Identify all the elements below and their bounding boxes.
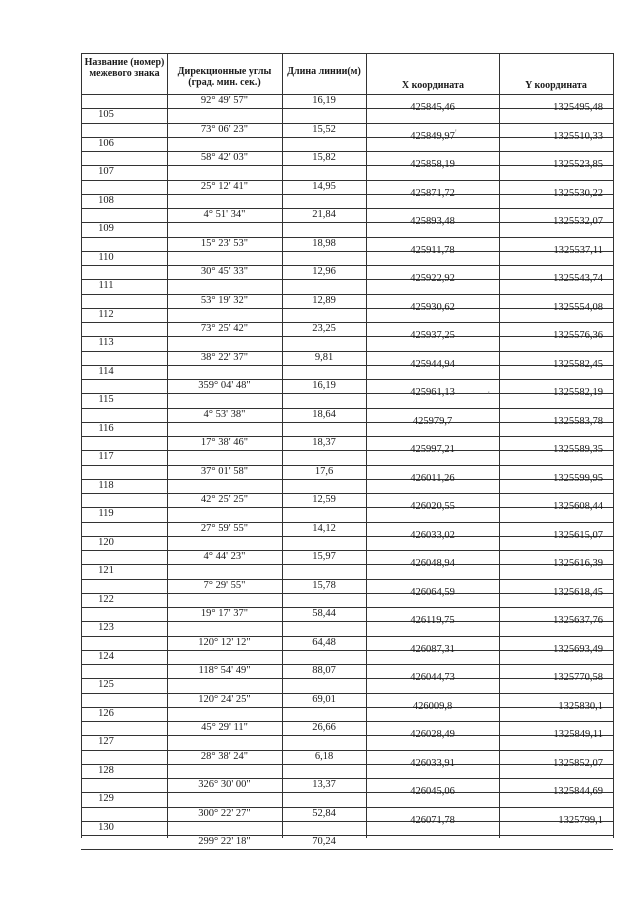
- y-coordinate-cell: 1325543,74: [553, 273, 603, 285]
- coordinates-table: [81, 53, 613, 847]
- y-coordinate-cell: 1325616,39: [553, 558, 603, 570]
- angle-cell: 17° 38' 46": [200, 437, 249, 448]
- y-coordinate-cell: 1325530,22: [553, 187, 603, 199]
- length-cell: 26,66: [312, 722, 336, 733]
- y-coordinate-cell: 1325637,76: [553, 615, 603, 627]
- length-cell: 18,37: [312, 437, 336, 448]
- x-coordinate-cell: 426045,06: [410, 786, 455, 798]
- y-coordinate-cell: 1325844,69: [553, 786, 603, 798]
- angle-cell: 38° 22' 37": [200, 351, 249, 363]
- header-y: Y координата: [525, 80, 587, 91]
- length-cell: 15,97: [312, 551, 336, 562]
- x-coordinate-cell: 425849,97: [410, 130, 455, 142]
- length-cell: 16,19: [312, 380, 336, 391]
- angle-cell: 15° 23' 53": [200, 237, 249, 249]
- point-name-cell: 114: [98, 365, 114, 377]
- length-cell: 6,18: [314, 750, 334, 762]
- point-name-cell: 125: [98, 679, 114, 691]
- angle-cell: 4° 51' 34": [203, 209, 246, 220]
- angle-cell: 92° 49' 57": [200, 95, 249, 106]
- point-name-cell: 113: [98, 337, 114, 349]
- scan-speck: ': [488, 390, 490, 400]
- point-name-cell: 120: [98, 536, 114, 548]
- point-name-cell: 117: [98, 451, 114, 463]
- point-name-cell: 109: [98, 223, 114, 235]
- point-name-cell: 111: [98, 280, 114, 292]
- length-cell: 12,59: [312, 494, 336, 505]
- x-coordinate-cell: 426064,59: [410, 586, 455, 598]
- length-cell: 52,84: [312, 807, 336, 819]
- point-name-cell: 127: [98, 736, 114, 748]
- length-cell: 88,07: [312, 665, 336, 676]
- angle-cell: 299° 22' 18": [198, 836, 251, 847]
- x-coordinate-cell: 426028,49: [410, 729, 455, 741]
- point-name-cell: 121: [98, 565, 114, 577]
- angle-cell: 37° 01' 58": [200, 465, 249, 477]
- point-name-cell: 107: [98, 166, 114, 178]
- length-cell: 23,25: [312, 323, 336, 334]
- y-coordinate-cell: 1325830,1: [558, 700, 603, 712]
- x-coordinate-cell: 425937,25: [410, 330, 455, 342]
- length-cell: 69,01: [312, 693, 336, 705]
- table-horizontal-line: [81, 849, 613, 850]
- length-cell: 18,98: [312, 237, 336, 249]
- point-name-cell: 126: [98, 707, 114, 719]
- point-name-cell: 124: [98, 650, 114, 662]
- x-coordinate-cell: 426033,91: [410, 757, 455, 769]
- angle-cell: 118° 54' 49": [198, 665, 251, 676]
- header-length: Длина линии(м): [287, 66, 361, 77]
- x-coordinate-cell: 426087,31: [410, 643, 455, 655]
- length-cell: 70,24: [312, 836, 336, 847]
- angle-cell: 4° 44' 23": [203, 551, 246, 562]
- length-cell: 13,37: [312, 779, 336, 790]
- y-coordinate-cell: 1325589,35: [553, 444, 603, 456]
- length-cell: 15,82: [312, 152, 336, 163]
- point-name-cell: 106: [98, 137, 114, 149]
- angle-cell: 30° 45' 33": [200, 266, 249, 277]
- point-name-cell: 110: [98, 251, 114, 263]
- length-cell: 9,81: [314, 351, 334, 363]
- point-name-cell: 128: [98, 764, 114, 776]
- length-cell: 18,64: [312, 408, 336, 420]
- point-name-cell: 108: [98, 194, 114, 206]
- angle-cell: 7° 29' 55": [203, 579, 246, 591]
- length-cell: 58,44: [312, 608, 336, 619]
- y-coordinate-cell: 1325523,85: [553, 159, 603, 171]
- length-cell: 14,12: [312, 522, 336, 534]
- y-coordinate-cell: 1325599,95: [553, 472, 603, 484]
- point-name-cell: 123: [98, 622, 114, 634]
- y-coordinate-cell: 1325608,44: [553, 501, 603, 513]
- point-name-cell: 116: [98, 422, 114, 434]
- length-cell: 21,84: [312, 209, 336, 220]
- x-coordinate-cell: 425944,94: [410, 358, 455, 370]
- point-name-cell: 105: [98, 109, 114, 121]
- y-coordinate-cell: 1325537,11: [553, 244, 603, 256]
- y-coordinate-cell: 1325532,07: [553, 216, 603, 228]
- x-coordinate-cell: 426071,78: [410, 814, 455, 826]
- x-coordinate-cell: 425911,78: [410, 244, 455, 256]
- point-name-cell: 112: [98, 308, 114, 320]
- angle-cell: 73° 25' 42": [200, 323, 249, 334]
- angle-cell: 359° 04' 48": [198, 380, 251, 391]
- x-coordinate-cell: 426020,55: [410, 501, 455, 513]
- angle-cell: 28° 38' 24": [200, 750, 249, 762]
- y-coordinate-cell: 1325583,78: [553, 415, 603, 427]
- angle-cell: 45° 29' 11": [201, 722, 248, 733]
- x-coordinate-cell: 426048,94: [410, 558, 455, 570]
- x-coordinate-cell: 425845,46: [410, 102, 455, 114]
- x-coordinate-cell: 426044,73: [410, 672, 455, 684]
- y-coordinate-cell: 1325693,49: [553, 643, 603, 655]
- table-vertical-line: [613, 53, 614, 838]
- point-name-cell: 122: [98, 593, 114, 605]
- x-coordinate-cell: 425893,48: [410, 216, 455, 228]
- angle-cell: 73° 06' 23": [200, 123, 249, 135]
- angle-cell: 19° 17' 37": [200, 608, 249, 619]
- x-coordinate-cell: 425858,19: [410, 159, 455, 171]
- length-cell: 17,6: [314, 465, 334, 477]
- x-coordinate-cell: 426119,75: [410, 615, 455, 627]
- angle-cell: 27° 59' 55": [200, 522, 249, 534]
- x-coordinate-cell: 426009,8: [412, 700, 453, 712]
- length-cell: 15,78: [312, 579, 336, 591]
- x-coordinate-cell: 425922,92: [410, 273, 455, 285]
- angle-cell: 25° 12' 41": [200, 180, 249, 192]
- angle-cell: 42° 25' 25": [200, 494, 249, 505]
- length-cell: 15,52: [312, 123, 336, 135]
- table-horizontal-line: [81, 53, 613, 54]
- point-name-cell: 119: [98, 508, 114, 520]
- length-cell: 12,89: [312, 294, 336, 306]
- x-coordinate-cell: 425871,72: [410, 187, 455, 199]
- y-coordinate-cell: 1325576,36: [553, 330, 603, 342]
- y-coordinate-cell: 1325582,19: [553, 387, 603, 399]
- x-coordinate-cell: 425961,13: [410, 387, 455, 399]
- point-name-cell: 118: [98, 479, 114, 491]
- angle-cell: 120° 24' 25": [198, 693, 251, 705]
- length-cell: 12,96: [312, 266, 336, 277]
- header-angle: Дирекционные углы (град. мин. сек.): [177, 66, 272, 88]
- y-coordinate-cell: 1325849,11: [553, 729, 603, 741]
- point-name-cell: 130: [98, 821, 114, 833]
- header-name: Название (номер) межевого знака: [84, 57, 165, 79]
- y-coordinate-cell: 1325852,07: [553, 757, 603, 769]
- point-name-cell: 115: [98, 394, 114, 406]
- y-coordinate-cell: 1325799,1: [558, 814, 603, 826]
- angle-cell: 53° 19' 32": [200, 294, 249, 306]
- point-name-cell: 129: [98, 793, 114, 805]
- y-coordinate-cell: 1325615,07: [553, 529, 603, 541]
- x-coordinate-cell: 425997,21: [410, 444, 455, 456]
- y-coordinate-cell: 1325582,45: [553, 358, 603, 370]
- y-coordinate-cell: 1325554,08: [553, 301, 603, 313]
- angle-cell: 326° 30' 00": [198, 779, 251, 790]
- length-cell: 14,95: [312, 180, 336, 192]
- y-coordinate-cell: 1325618,45: [553, 586, 603, 598]
- x-coordinate-cell: 426033,02: [410, 529, 455, 541]
- scan-speck: ': [455, 128, 457, 138]
- y-coordinate-cell: 1325495,48: [553, 102, 603, 114]
- length-cell: 64,48: [312, 636, 336, 648]
- angle-cell: 120° 12' 12": [198, 636, 251, 648]
- angle-cell: 4° 53' 38": [203, 408, 246, 420]
- x-coordinate-cell: 425930,62: [410, 301, 455, 313]
- y-coordinate-cell: 1325510,33: [553, 130, 603, 142]
- x-coordinate-cell: 426011,26: [410, 472, 455, 484]
- header-x: X координата: [401, 80, 465, 91]
- x-coordinate-cell: 425979,7: [412, 415, 453, 427]
- angle-cell: 300° 22' 27": [198, 807, 251, 819]
- angle-cell: 58° 42' 03": [200, 152, 249, 163]
- length-cell: 16,19: [312, 95, 336, 106]
- y-coordinate-cell: 1325770,58: [553, 672, 603, 684]
